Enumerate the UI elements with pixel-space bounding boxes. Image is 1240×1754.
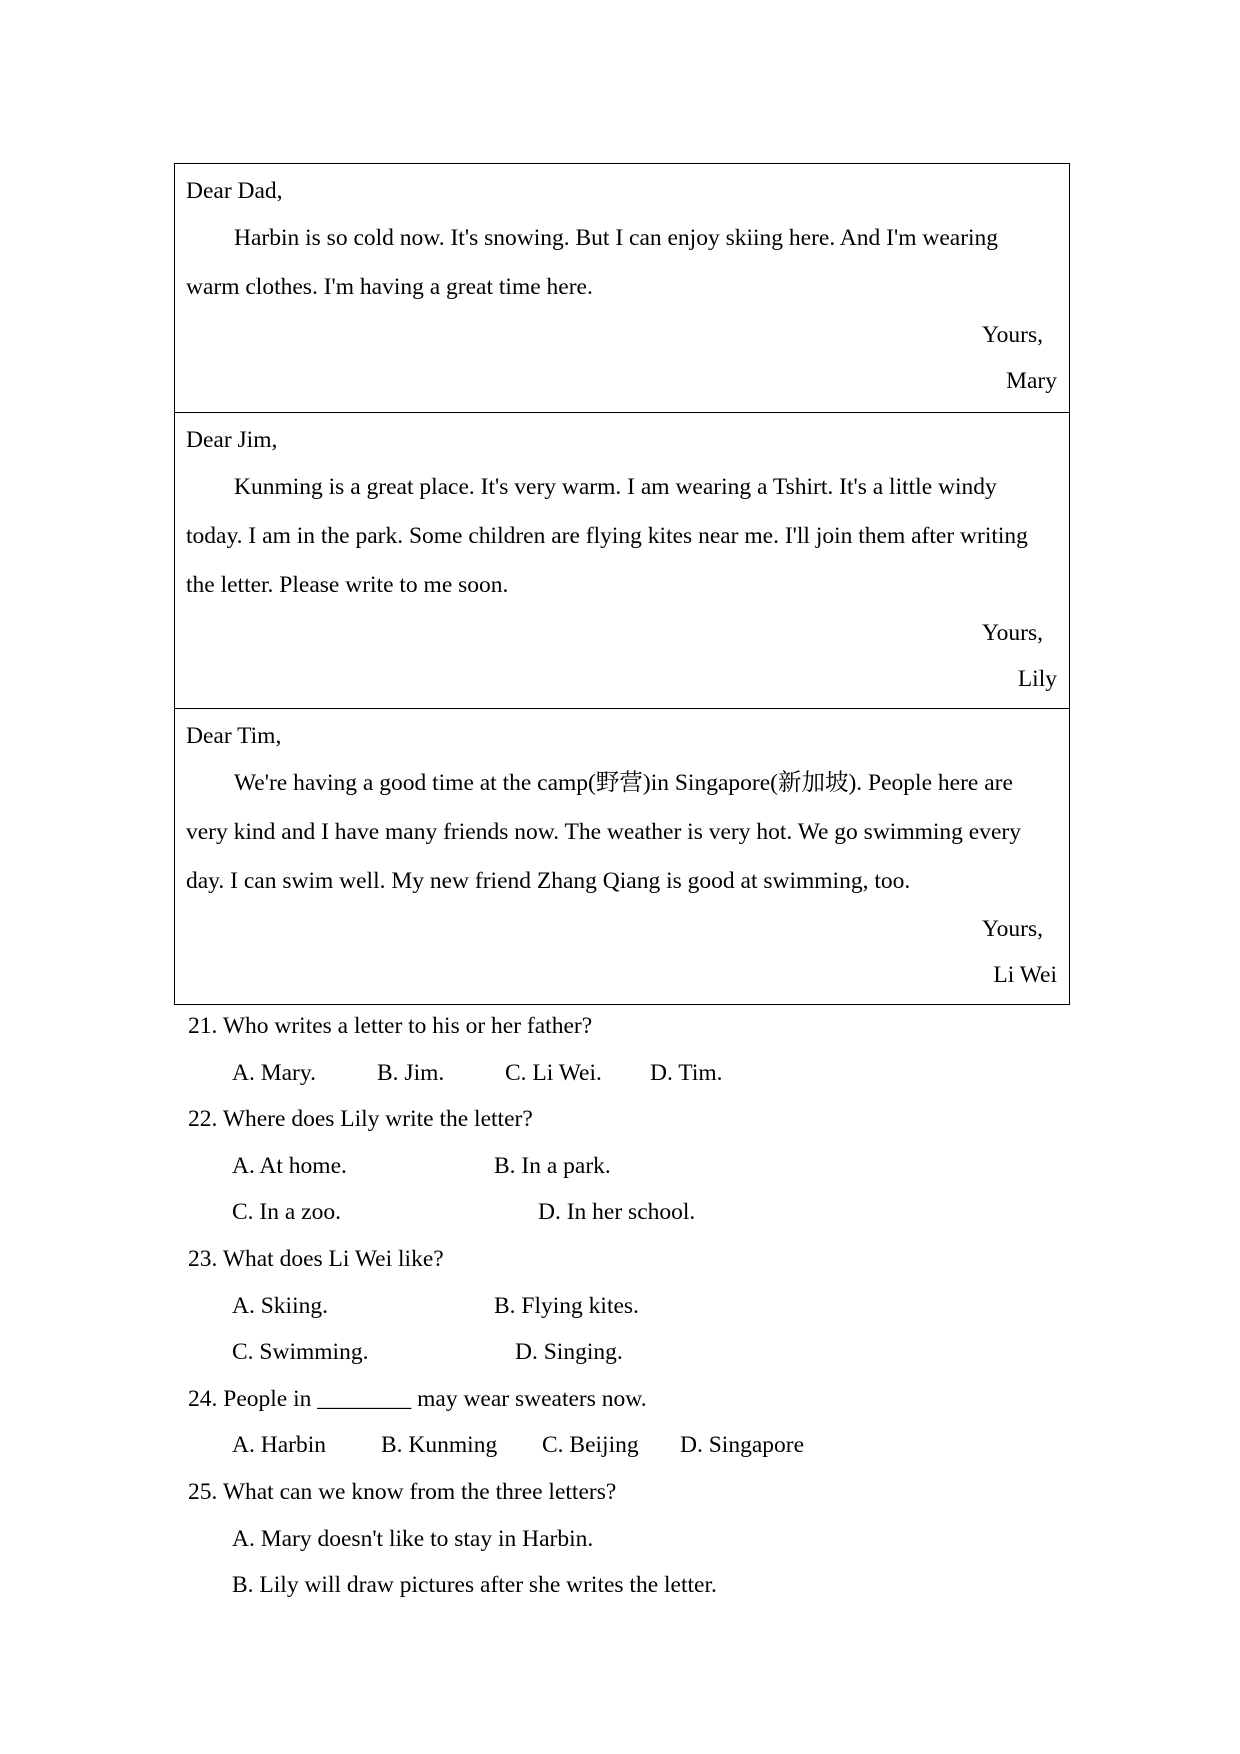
question-23-options-row1 xyxy=(188,1283,1088,1330)
question-24-options xyxy=(188,1422,1088,1469)
question-21-options xyxy=(188,1050,1088,1097)
letter-greeting: Dear Tim, xyxy=(186,723,282,749)
letter-signature: Mary xyxy=(1006,368,1057,394)
option-b[interactable]: B. Jim. xyxy=(377,1059,445,1086)
letter-signature: Lily xyxy=(1017,666,1057,692)
letter-to-dad xyxy=(175,164,1069,412)
option-b[interactable]: B. Lily will draw pictures after she writes the letter. xyxy=(232,1572,717,1599)
letter-body: Harbin is so cold now. It's snowing. But I can enjoy skiing here. And I'm wearing warm clothes. I'm having a great time here. xyxy=(186,225,999,300)
letter-body: Kunming is a great place. It's very warm. I am wearing a Tshirt. It's a little windy today. I am in the park. Some children are flying kites near me. I'll join them after writing the letter. Please write to me soon. xyxy=(186,474,1028,598)
option-b[interactable]: B. Flying kites. xyxy=(494,1292,639,1319)
question-list xyxy=(188,1003,1088,1609)
letter-closing: Yours, xyxy=(982,916,1043,942)
question-25-option-b-row xyxy=(188,1562,1088,1609)
letter-to-jim xyxy=(175,412,1069,708)
letters-table xyxy=(174,163,1070,1005)
option-a[interactable]: A. Mary. xyxy=(232,1059,316,1086)
option-c[interactable]: C. In a zoo. xyxy=(232,1199,341,1226)
letter-greeting: Dear Dad, xyxy=(186,178,283,204)
option-c[interactable]: C. Beijing xyxy=(542,1432,639,1459)
option-a[interactable]: A. At home. xyxy=(232,1152,347,1179)
letter-closing: Yours, xyxy=(982,620,1043,646)
option-a[interactable]: A. Mary doesn't like to stay in Harbin. xyxy=(232,1525,594,1552)
option-b[interactable]: B. In a park. xyxy=(494,1152,611,1179)
option-d[interactable]: D. Singing. xyxy=(515,1339,623,1366)
letter-greeting: Dear Jim, xyxy=(186,427,278,453)
question-23: 23. What does Li Wei like? xyxy=(188,1245,444,1272)
option-a[interactable]: A. Skiing. xyxy=(232,1292,328,1319)
question-24: 24. People in ________ may wear sweaters now. xyxy=(188,1385,647,1412)
option-a[interactable]: A. Harbin xyxy=(232,1432,326,1459)
question-22-options-row2 xyxy=(188,1189,1088,1236)
option-b[interactable]: B. Kunming xyxy=(381,1432,498,1459)
option-c[interactable]: C. Li Wei. xyxy=(505,1059,602,1086)
letter-closing: Yours, xyxy=(982,322,1043,348)
question-22-options-row1 xyxy=(188,1143,1088,1190)
letter-to-tim xyxy=(175,708,1069,1004)
option-d[interactable]: D. Singapore xyxy=(680,1432,805,1459)
letter-signature: Li Wei xyxy=(993,962,1057,988)
question-22: 22. Where does Lily write the letter? xyxy=(188,1106,533,1133)
option-c[interactable]: C. Swimming. xyxy=(232,1339,369,1366)
question-23-options-row2 xyxy=(188,1329,1088,1376)
question-21: 21. Who writes a letter to his or her father? xyxy=(188,1013,593,1039)
option-d[interactable]: D. In her school. xyxy=(538,1199,696,1226)
option-d[interactable]: D. Tim. xyxy=(650,1059,723,1086)
question-25: 25. What can we know from the three letters? xyxy=(188,1478,617,1505)
question-25-option-a-row xyxy=(188,1516,1088,1563)
letter-body: We're having a good time at the camp(野营)in Singapore(新加坡). People here are very kind and I have many friends now. The weather is very hot. We go swimming every day. I can swim well. My new friend Zhang Qiang is good at swimming, too. xyxy=(186,770,1021,894)
